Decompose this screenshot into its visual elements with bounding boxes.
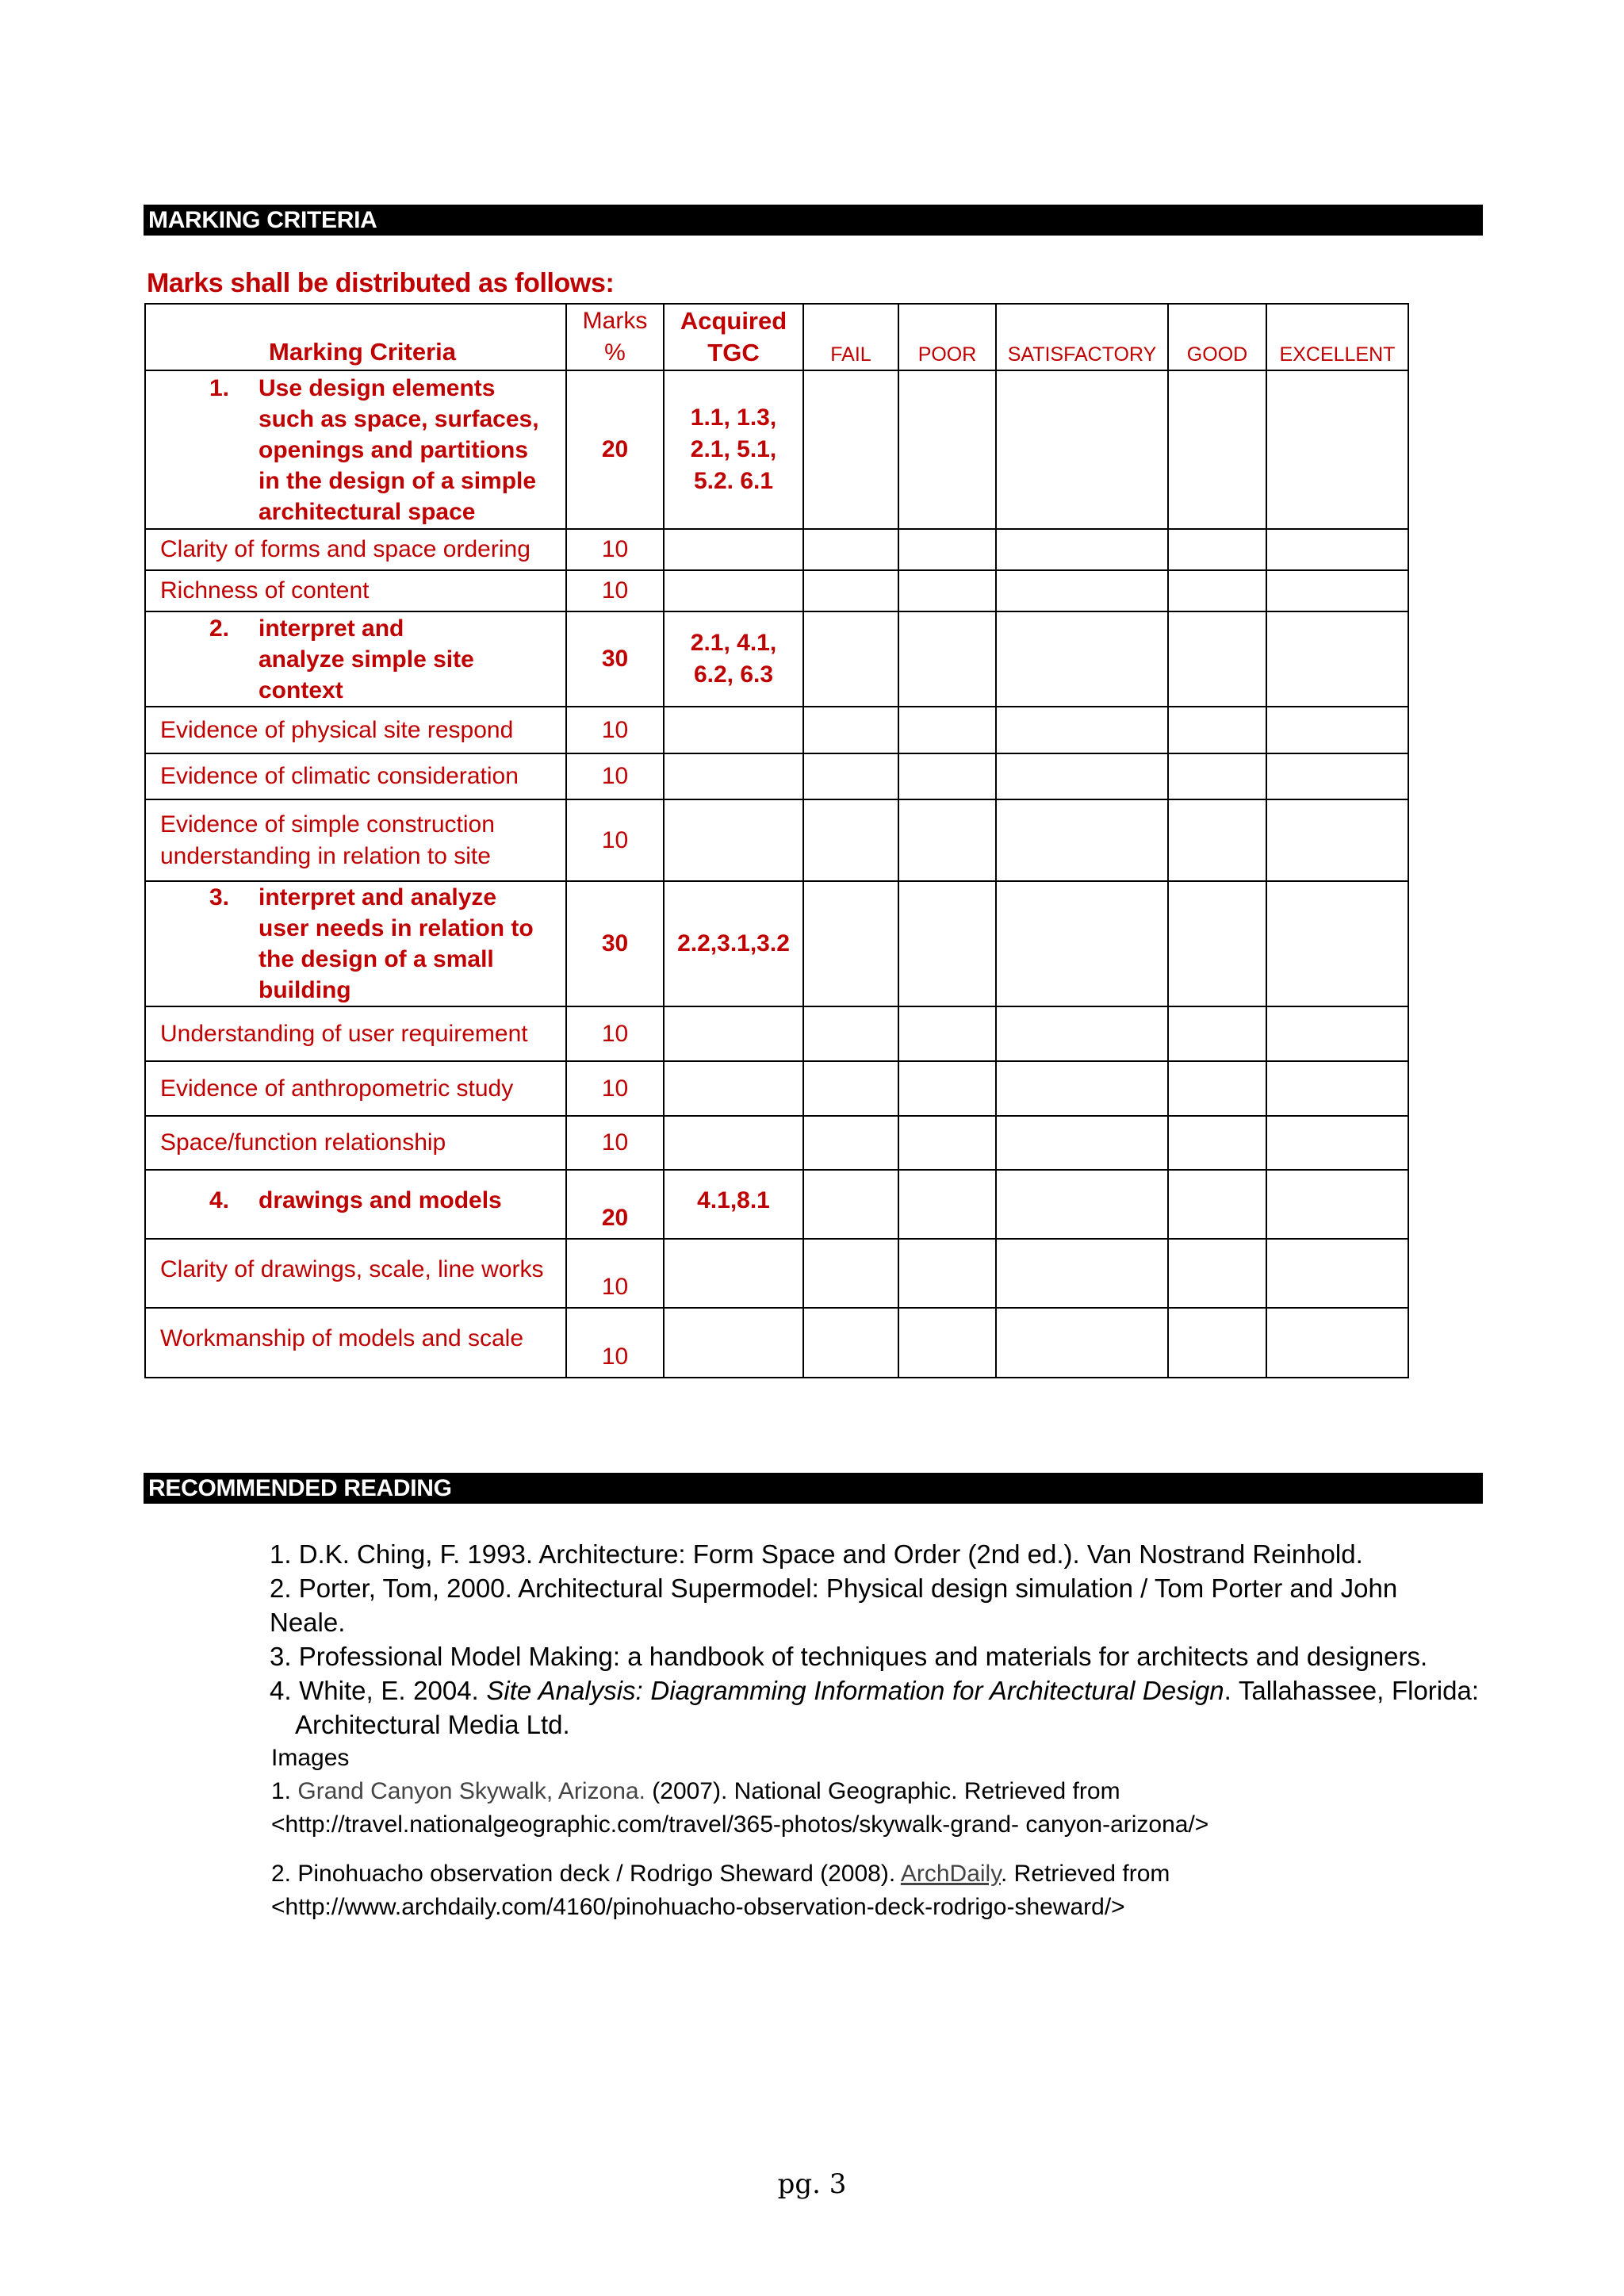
images-heading: Images: [271, 1745, 350, 1771]
sub-criterion-row: [145, 707, 1408, 753]
sub-criterion-label: Understanding of user requirement: [145, 1006, 566, 1061]
excellent-cell[interactable]: [1266, 611, 1408, 707]
criterion-marks: 30: [566, 611, 664, 707]
reading-item-continued: Architectural Media Ltd.: [295, 1710, 570, 1739]
image-credit-2-url: <http://www.archdaily.com/4160/pinohuacho-observation-deck-rodrigo-sheward/>: [271, 1894, 1125, 1920]
sub-criterion-marks: 10: [566, 1061, 664, 1116]
fail-cell[interactable]: [803, 707, 898, 753]
excellent-cell[interactable]: [1266, 753, 1408, 799]
fail-cell[interactable]: [803, 799, 898, 881]
criterion-tgc: 4.1,8.1: [664, 1170, 803, 1239]
image-credits: [271, 1742, 1208, 1924]
fail-cell[interactable]: [803, 1061, 898, 1116]
satisfactory-cell[interactable]: [996, 611, 1168, 707]
page-number: pg. 3: [777, 2168, 847, 2200]
header-good: GOOD: [1168, 304, 1266, 370]
sub-criterion-label: Richness of content: [145, 570, 566, 611]
good-cell[interactable]: [1168, 1006, 1266, 1061]
satisfactory-cell[interactable]: [996, 1116, 1168, 1170]
tgc-cell: [664, 1116, 803, 1170]
tgc-cell: [664, 1061, 803, 1116]
tgc-cell: [664, 1006, 803, 1061]
poor-cell[interactable]: [898, 1170, 996, 1239]
sub-criterion-label: Evidence of simple construction understanding in relation to site: [145, 799, 566, 881]
sub-criterion-row: [145, 799, 1408, 881]
satisfactory-cell[interactable]: [996, 753, 1168, 799]
poor-cell[interactable]: [898, 707, 996, 753]
fail-cell[interactable]: [803, 529, 898, 570]
reading-item: 3. Professional Model Making: a handbook of techniques and materials for architects and designers.: [270, 1642, 1428, 1671]
good-cell[interactable]: [1168, 1061, 1266, 1116]
excellent-cell[interactable]: [1266, 799, 1408, 881]
sub-criterion-marks: 10: [566, 1308, 664, 1378]
poor-cell[interactable]: [898, 1116, 996, 1170]
tgc-cell: [664, 529, 803, 570]
fail-cell[interactable]: [803, 753, 898, 799]
tgc-cell: [664, 570, 803, 611]
tgc-cell: [664, 753, 803, 799]
good-cell[interactable]: [1168, 1116, 1266, 1170]
sub-criterion-label: Evidence of physical site respond: [145, 707, 566, 753]
good-cell[interactable]: [1168, 707, 1266, 753]
header-fail: FAIL: [803, 304, 898, 370]
table-header-row: [145, 304, 1408, 370]
marking-criteria-table: [144, 303, 1409, 1378]
sub-criterion-row: [145, 753, 1408, 799]
poor-cell[interactable]: [898, 799, 996, 881]
tgc-cell: [664, 1308, 803, 1378]
poor-cell[interactable]: [898, 1061, 996, 1116]
sub-criterion-row: [145, 529, 1408, 570]
poor-cell[interactable]: [898, 1308, 996, 1378]
sub-criterion-marks: 10: [566, 1239, 664, 1308]
reading-item: 2. Porter, Tom, 2000. Architectural Supermodel: Physical design simulation / Tom Porter and John Neale.: [270, 1573, 1398, 1637]
good-cell[interactable]: [1168, 570, 1266, 611]
criterion-title: Use design elements such as space, surfaces, openings and partitions in the design of a simple architectural space: [259, 374, 539, 525]
fail-cell[interactable]: [803, 881, 898, 1006]
sub-criterion-label: Clarity of drawings, scale, line works: [145, 1239, 566, 1308]
fail-cell[interactable]: [803, 611, 898, 707]
poor-cell[interactable]: [898, 1006, 996, 1061]
excellent-cell[interactable]: [1266, 529, 1408, 570]
excellent-cell[interactable]: [1266, 1170, 1408, 1239]
poor-cell[interactable]: [898, 611, 996, 707]
excellent-cell[interactable]: [1266, 570, 1408, 611]
sub-criterion-row: [145, 1006, 1408, 1061]
sub-criterion-row: [145, 1061, 1408, 1116]
sub-criterion-label: Evidence of anthropometric study: [145, 1061, 566, 1116]
criterion-title: interpret and analyze user needs in relation to the design of a small building: [259, 884, 534, 1003]
good-cell[interactable]: [1168, 529, 1266, 570]
satisfactory-cell[interactable]: [996, 1239, 1168, 1308]
satisfactory-cell[interactable]: [996, 529, 1168, 570]
excellent-cell[interactable]: [1266, 1308, 1408, 1378]
satisfactory-cell[interactable]: [996, 881, 1168, 1006]
image-credit-2: 2. Pinohuacho observation deck / Rodrigo Sheward (2008). ArchDaily. Retrieved from: [271, 1861, 1170, 1887]
good-cell[interactable]: [1168, 1170, 1266, 1239]
sub-criterion-row: [145, 1116, 1408, 1170]
criterion-title-cell: [145, 611, 566, 707]
recommended-reading-heading: RECOMMENDED READING: [144, 1473, 1483, 1504]
header-poor: POOR: [898, 304, 996, 370]
marking-criteria-heading: MARKING CRITERIA: [144, 205, 1483, 236]
tgc-cell: [664, 1239, 803, 1308]
poor-cell[interactable]: [898, 753, 996, 799]
sub-criterion-label: Evidence of climatic consideration: [145, 753, 566, 799]
fail-cell[interactable]: [803, 1116, 898, 1170]
header-excellent: EXCELLENT: [1266, 304, 1408, 370]
criterion-marks: 20: [566, 370, 664, 529]
image-credit-1: 1. Grand Canyon Skywalk, Arizona. (2007). National Geographic. Retrieved from: [271, 1778, 1120, 1804]
reading-item: 1. D.K. Ching, F. 1993. Architecture: Form Space and Order (2nd ed.). Van Nostrand Reinhold.: [270, 1539, 1363, 1569]
satisfactory-cell[interactable]: [996, 1006, 1168, 1061]
fail-cell[interactable]: [803, 1006, 898, 1061]
criterion-title-cell: [145, 370, 566, 529]
criterion-marks: 20: [566, 1170, 664, 1239]
criterion-title: drawings and models: [259, 1187, 502, 1213]
fail-cell[interactable]: [803, 1239, 898, 1308]
poor-cell[interactable]: [898, 370, 996, 529]
criterion-row-2: [145, 611, 1408, 707]
poor-cell[interactable]: [898, 1239, 996, 1308]
criterion-tgc: 1.1, 1.3, 2.1, 5.1, 5.2. 6.1: [664, 370, 803, 529]
header-acquired-tgc: Acquired TGC: [664, 304, 803, 370]
sub-criterion-row: [145, 1308, 1408, 1378]
sub-criterion-label: Workmanship of models and scale: [145, 1308, 566, 1378]
poor-cell[interactable]: [898, 570, 996, 611]
sub-criterion-label: Space/function relationship: [145, 1116, 566, 1170]
sub-criterion-marks: 10: [566, 753, 664, 799]
criterion-tgc: 2.1, 4.1, 6.2, 6.3: [664, 611, 803, 707]
criterion-row-4: [145, 1170, 1408, 1239]
reading-item: 4. White, E. 2004. Site Analysis: Diagramming Information for Architectural Design. Tallahassee, Florida:: [270, 1676, 1480, 1705]
fail-cell[interactable]: [803, 1308, 898, 1378]
good-cell[interactable]: [1168, 370, 1266, 529]
fail-cell[interactable]: [803, 1170, 898, 1239]
sub-criterion-label: Clarity of forms and space ordering: [145, 529, 566, 570]
excellent-cell[interactable]: [1266, 370, 1408, 529]
sub-criterion-row: [145, 570, 1408, 611]
criterion-number: 4.: [209, 1187, 230, 1213]
excellent-cell[interactable]: [1266, 1006, 1408, 1061]
good-cell[interactable]: [1168, 881, 1266, 1006]
satisfactory-cell[interactable]: [996, 370, 1168, 529]
satisfactory-cell[interactable]: [996, 799, 1168, 881]
excellent-cell[interactable]: [1266, 1239, 1408, 1308]
criterion-title-cell: [145, 881, 566, 1006]
satisfactory-cell[interactable]: [996, 1170, 1168, 1239]
satisfactory-cell[interactable]: [996, 1308, 1168, 1378]
satisfactory-cell[interactable]: [996, 707, 1168, 753]
criterion-row-1: [145, 370, 1408, 529]
image-credit-1-url: <http://travel.nationalgeographic.com/travel/365-photos/skywalk-grand- canyon-arizona/>: [271, 1811, 1209, 1838]
good-cell[interactable]: [1168, 753, 1266, 799]
criterion-title-cell: [145, 1170, 566, 1239]
sub-criterion-marks: 10: [566, 1116, 664, 1170]
good-cell[interactable]: [1168, 1308, 1266, 1378]
criterion-number: 2.: [209, 615, 230, 642]
poor-cell[interactable]: [898, 529, 996, 570]
good-cell[interactable]: [1168, 1239, 1266, 1308]
excellent-cell[interactable]: [1266, 1061, 1408, 1116]
criterion-marks: 30: [566, 881, 664, 1006]
criterion-number: 3.: [209, 884, 230, 910]
criterion-row-3: [145, 881, 1408, 1006]
sub-criterion-row: [145, 1239, 1408, 1308]
tgc-cell: [664, 799, 803, 881]
fail-cell[interactable]: [803, 370, 898, 529]
intro-text: Marks shall be distributed as follows:: [147, 268, 615, 298]
header-marking-criteria: Marking Criteria: [145, 304, 566, 370]
reading-list: [270, 1537, 1479, 1742]
criterion-title: interpret and analyze simple site context: [259, 615, 474, 703]
good-cell[interactable]: [1168, 799, 1266, 881]
excellent-cell[interactable]: [1266, 707, 1408, 753]
header-satisfactory: SATISFACTORY: [996, 304, 1168, 370]
header-marks: Marks %: [566, 304, 664, 370]
satisfactory-cell[interactable]: [996, 570, 1168, 611]
sub-criterion-marks: 10: [566, 570, 664, 611]
excellent-cell[interactable]: [1266, 881, 1408, 1006]
fail-cell[interactable]: [803, 570, 898, 611]
good-cell[interactable]: [1168, 611, 1266, 707]
tgc-cell: [664, 707, 803, 753]
satisfactory-cell[interactable]: [996, 1061, 1168, 1116]
criterion-number: 1.: [209, 374, 230, 401]
criterion-tgc: 2.2,3.1,3.2: [664, 881, 803, 1006]
sub-criterion-marks: 10: [566, 799, 664, 881]
poor-cell[interactable]: [898, 881, 996, 1006]
archdaily-link[interactable]: ArchDaily: [900, 1861, 1001, 1887]
sub-criterion-marks: 10: [566, 1006, 664, 1061]
sub-criterion-marks: 10: [566, 529, 664, 570]
sub-criterion-marks: 10: [566, 707, 664, 753]
excellent-cell[interactable]: [1266, 1116, 1408, 1170]
